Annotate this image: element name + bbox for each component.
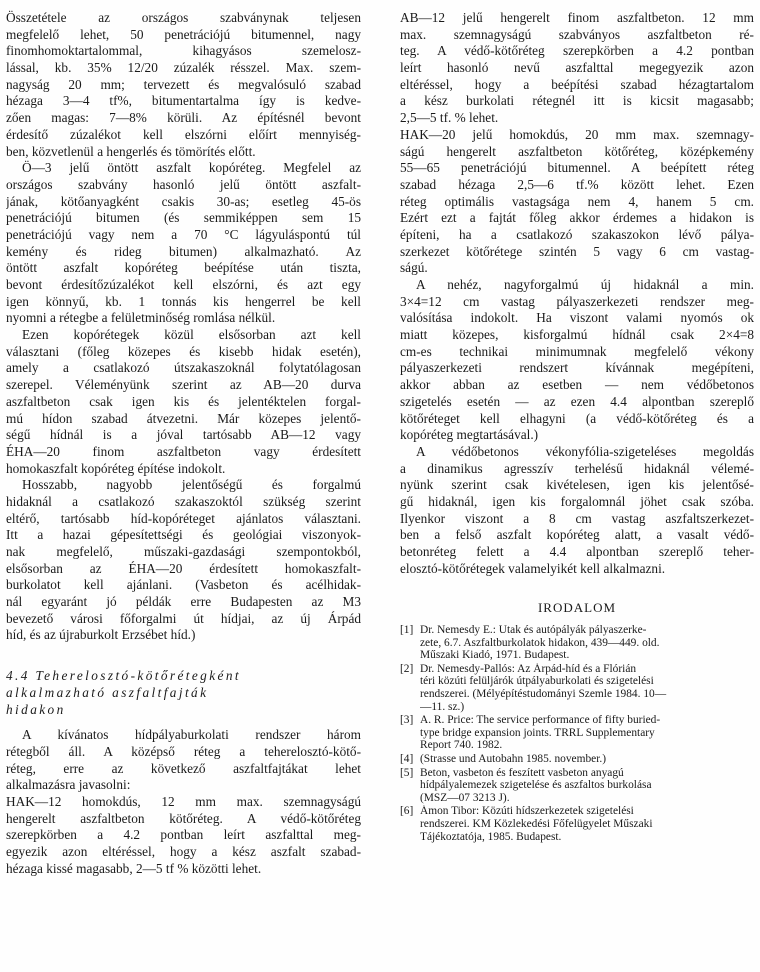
reference-text bbox=[420, 624, 754, 662]
reference-text bbox=[420, 753, 754, 766]
section-heading bbox=[6, 668, 361, 718]
references-list bbox=[400, 624, 754, 844]
section-heading-line: hidakon bbox=[6, 701, 66, 717]
text-line: ben a felső aszfalt kopóréteg alatt, a vasalt védő- bbox=[400, 527, 754, 543]
text-line: hézaga kissé magasabb, 2—5 tf % közötti lehet. bbox=[6, 860, 262, 876]
text-line: megfelelő lehet, 50 penetrációjú bitumennel, nagy bbox=[6, 26, 361, 42]
text-line: építeni, ha a csatlakozó szakaszokon lévő pálya- bbox=[400, 226, 754, 242]
text-line: penetrációjú bitumen (és semmiképpen sem 15 bbox=[6, 210, 361, 226]
text-line: ÉHA—20 finom aszfaltbeton vagy érdesített bbox=[6, 443, 361, 459]
reference-line: téri közúti felüljárók útpályaburkolati és szigetelési bbox=[420, 675, 654, 688]
reference-line: zete, 6.7. Aszfaltburkolatok hidakon, 439—449. old. bbox=[420, 636, 660, 649]
text-line: eltéréssel, hogy a beépítési szabad hézagtartalom bbox=[400, 76, 754, 92]
text-line: betonréteg felett a 4.4 alpontban szereplő teher- bbox=[400, 544, 754, 559]
text-line: max. szemnagyságú szabványos aszfaltbeton ré- bbox=[400, 26, 754, 42]
text-line: kopóréteg megtartásával.) bbox=[400, 427, 539, 443]
reference-number: [3] bbox=[400, 714, 414, 727]
text-line: szerkezet kötőrétege szintén 5 vagy 6 cm vastag- bbox=[400, 243, 754, 259]
text-line: választani (főleg közepes és kisebb hidak esetén), bbox=[6, 343, 361, 359]
text-line: 55—65 penetrációjú bitumennel. A beépített réteg bbox=[400, 160, 754, 176]
reference-number: [1] bbox=[400, 624, 414, 636]
reference-line: hídpályalemezek szigetelése és aszfaltos burkolása bbox=[420, 779, 652, 792]
text-line: Összetétele az országos szabványnak teljesen bbox=[6, 10, 361, 25]
text-line: gű hidaknál, igen kis forgalomnál jöhet csak szóba. bbox=[400, 493, 754, 509]
text-line: 3×4=12 cm vastag pályaszerkezeti rendszer meg- bbox=[400, 293, 754, 309]
text-line: A nehéz, nagyforgalmú új hidaknál a min. bbox=[416, 277, 754, 292]
text-line: Ezen kopórétegek közül elsősorban azt kell bbox=[22, 327, 361, 343]
text-line: Ö—3 jelű öntött aszfalt kopóréteg. Megfelel az bbox=[22, 160, 361, 176]
reference-line: A. R. Price: The service performance of fifty buried- bbox=[420, 714, 661, 727]
text-line: a dinamikus agresszív terhelésű hidaknál vélemé- bbox=[400, 460, 754, 476]
text-line: nyünk szerint csak kivételesen, igen kis jelentősé- bbox=[400, 477, 754, 493]
text-line: ságú. bbox=[400, 260, 428, 276]
text-line: hidaknál a csatlakozó szakaszoktól szükség szerint bbox=[6, 493, 361, 509]
reference-text bbox=[420, 805, 754, 843]
reference-line: Dr. Nemesdy-Pallós: Az Árpád-híd és a Flórián bbox=[420, 662, 637, 675]
text-line: valósítása indokolt. Ha viszont valami nyomós ok bbox=[400, 310, 754, 326]
text-line: pályaszerkezeti rendszert kívánnak megépíteni, bbox=[400, 360, 754, 376]
reference-item bbox=[400, 663, 754, 713]
text-line: HAK—20 jelű homokdús, 20 mm max. szemnagy- bbox=[400, 126, 754, 142]
text-line: alkalmazásra javasolni: bbox=[6, 777, 131, 793]
text-line: Hosszabb, nagyobb jelentőségű és forgalmú bbox=[22, 477, 361, 493]
reference-text bbox=[420, 767, 754, 805]
text-line: hengerelt aszfaltbeton kötőréteg. A védő-kötőréteg bbox=[6, 810, 361, 826]
text-line: országos szabvány hasonló jelű öntött aszfalt- bbox=[6, 176, 361, 192]
text-line: kemény és rideg bitumen) alkalmazható. Az bbox=[6, 243, 361, 259]
text-line: penetrációjú vagy nem a 70 °C lágyuláspontú túl bbox=[6, 226, 361, 242]
reference-line: —11. sz.) bbox=[420, 700, 465, 713]
text-line: miatt közepes, kisforgalmú hídnál csak 2×4=8 bbox=[400, 327, 754, 343]
text-line: jának, kötőanyagként csakis 30-as; esetleg 45-ös bbox=[6, 193, 361, 209]
reference-line: Tájékoztatója, 1985. Budapest. bbox=[420, 830, 562, 843]
reference-number: [2] bbox=[400, 662, 414, 675]
references-heading: IRODALOM bbox=[537, 600, 617, 615]
text-line: cm-es technikai minimumnak megfelelő vékony bbox=[400, 343, 754, 359]
text-line: szigetelés esetén — az ezen 4.4 alpontban szereplő bbox=[400, 393, 754, 409]
text-line: burkolatot kell ajánlani. (Vasbeton és acélhidak- bbox=[6, 577, 361, 593]
text-line: lással, kb. 35% 12/20 zúzalék résszel. Max. szem- bbox=[6, 60, 361, 76]
text-line: Ilyenkor viszont a 8 cm vastag aszfaltszerkezet- bbox=[400, 510, 754, 526]
reference-line: Műszaki Kiadó, 1971. Budapest. bbox=[420, 649, 570, 662]
reference-line: rendszerei. (Mélyépítéstudományi Szemle 1984. 10— bbox=[420, 687, 667, 700]
section-heading-line: 4.4 Teherelosztó-kötőrétegként bbox=[6, 668, 241, 684]
text-line: ségű hídnál is a jóval tartósabb AB—12 vagy bbox=[6, 427, 361, 443]
reference-line: Report 740. 1982. bbox=[420, 739, 503, 752]
text-line: eltérő, tartósabb híd-kopóréteget ajánlatos választani. bbox=[6, 510, 361, 526]
text-line: leírt hasonló nevű aszfalttal megegyezik azon bbox=[400, 60, 754, 76]
text-line: Itt a hazai gépesítettségi és geológiai viszonyok- bbox=[6, 527, 361, 543]
text-line: mú hídon szabad átvezetni. Már közepes jelentő- bbox=[6, 410, 361, 426]
text-line: 2,5—5 tf. % lehet. bbox=[400, 110, 499, 126]
reference-number: [6] bbox=[400, 805, 414, 818]
reference-item bbox=[400, 805, 754, 843]
left-column bbox=[6, 10, 361, 877]
text-line: igen könnyű, kb. 1 tonnás kis hengerrel be kell bbox=[6, 293, 361, 309]
text-line: A kívánatos hídpályaburkolati rendszer három bbox=[22, 727, 361, 743]
text-line: elosztó-kötőrétegek valamelyikét kell alkalmazni. bbox=[400, 560, 666, 576]
text-line: híd, és az újraburkolt Erzsébet híd.) bbox=[6, 627, 196, 643]
text-line: A védőbetonos vékonyfólia-szigeteléses megoldás bbox=[416, 443, 754, 459]
text-line: aszfaltbeton csak igen kis és jelentéktelen forgal- bbox=[6, 393, 361, 409]
text-line: teg. A védő-kötőréteg szerepkörben a 4.2 pontban bbox=[400, 43, 754, 59]
reference-line: (Strasse und Autobahn 1985. november.) bbox=[420, 752, 607, 765]
reference-line: rendszerei. KM Közlekedési Főfelügyelet Műszaki bbox=[420, 817, 653, 830]
text-line: bevezető városi főforgalmi út hídjai, az új Árpád bbox=[6, 610, 361, 626]
text-line: akkor abban az esetben — nem védőbetonos bbox=[400, 377, 754, 393]
text-line: egyezik azon eltéréssel, hogy a kész aszfalt szabad- bbox=[6, 844, 361, 859]
text-line: rétegből áll. A középső réteg a teherelosztó-kötő- bbox=[6, 743, 361, 759]
left-column-paragraphs-b bbox=[6, 727, 361, 877]
left-column-paragraphs bbox=[6, 10, 361, 644]
text-line: öntött aszfalt kopóréteg beépítése után tiszta, bbox=[6, 260, 361, 276]
text-line: nyomni a rétegbe a felületminőség romlása nélkül. bbox=[6, 310, 276, 326]
text-line: HAK—12 homokdús, 12 mm max. szemnagyságú bbox=[6, 793, 361, 809]
reference-item bbox=[400, 767, 754, 805]
reference-line: (MSZ—07 3213 J). bbox=[420, 791, 510, 804]
text-line: bevont érdesítőzúzalékot kell elszórni, és azt egy bbox=[6, 277, 361, 292]
text-line: finomhomoktartalommal, kihagyásos szemelosz- bbox=[6, 43, 361, 59]
reference-item bbox=[400, 714, 754, 752]
reference-text bbox=[420, 714, 754, 752]
references-heading-wrap bbox=[400, 600, 754, 616]
reference-item bbox=[400, 624, 754, 662]
reference-line: type bridge expansion joints. TRRL Supplementary bbox=[420, 726, 655, 739]
right-column bbox=[400, 10, 754, 577]
text-line: szerepel. Véleményünk szerint az AB—20 durva bbox=[6, 377, 361, 393]
text-line: szerepkörben a 4.2 pontban leírt aszfalttal meg- bbox=[6, 827, 361, 843]
text-line: szabad hézaga 2,5—6 tf.% között lehet. Ezen bbox=[400, 176, 754, 192]
text-line: homokaszfalt kopóréteg építése indokolt. bbox=[6, 460, 226, 476]
text-line: ságú hengerelt aszfaltbeton kötőréteg, középkemény bbox=[400, 143, 754, 159]
text-line: nagyság 20 mm; tervezett és megvalósuló szabad bbox=[6, 76, 361, 92]
reference-line: Beton, vasbeton és feszített vasbeton anyagú bbox=[420, 766, 624, 779]
text-line: nál egyaránt jó példák erre Budapesten az M3 bbox=[6, 594, 361, 610]
text-line: Ezért ezt a fajtát főleg akkor érdemes a hidakon is bbox=[400, 210, 754, 226]
reference-number: [5] bbox=[400, 766, 414, 779]
text-line: kötőréteget kell elhagyni (a védő-kötőréteg és a bbox=[400, 410, 754, 426]
text-line: ben, közvetlenül a hengerlés és tömörítés előtt. bbox=[6, 143, 256, 159]
text-line: nak megfelelő, műszaki-gazdasági szempontokból, bbox=[6, 544, 361, 559]
text-line: zően magas: 7—8% körüli. Az építésnél bevont bbox=[6, 110, 361, 126]
reference-text bbox=[420, 663, 754, 713]
text-line: réteg, erre az következő aszfaltfajtákat lehet bbox=[6, 760, 361, 776]
reference-line: Dr. Nemesdy E.: Utak és autópályák pályaszerke- bbox=[420, 624, 647, 636]
reference-number: [4] bbox=[400, 752, 414, 765]
reference-item bbox=[400, 753, 754, 766]
text-line: amely a csatlakozó útszakaszoknál folytatólagosan bbox=[6, 360, 361, 376]
text-line: AB—12 jelű hengerelt finom aszfaltbeton. 12 mm bbox=[400, 10, 754, 25]
text-line: érdesítő zúzalékot kell elszórni előírt mennyiség- bbox=[6, 126, 361, 142]
text-line: réteg optimális vastagsága nem 4, hanem 5 cm. bbox=[400, 193, 754, 209]
section-heading-line: alkalmazható aszfaltfajták bbox=[6, 684, 209, 700]
right-column-paragraphs bbox=[400, 10, 754, 577]
text-line: hézaga 3—4 tf%, bitumentartalma így is kedve- bbox=[6, 93, 361, 109]
reference-line: Ámon Tibor: Közúti hídszerkezetek szigetelési bbox=[420, 805, 634, 818]
text-line: a kész burkolati rétegnél itt is kicsit magasabb; bbox=[400, 93, 754, 109]
text-line: elsősorban az ÉHA—20 érdesített homokaszfalt- bbox=[6, 560, 361, 576]
